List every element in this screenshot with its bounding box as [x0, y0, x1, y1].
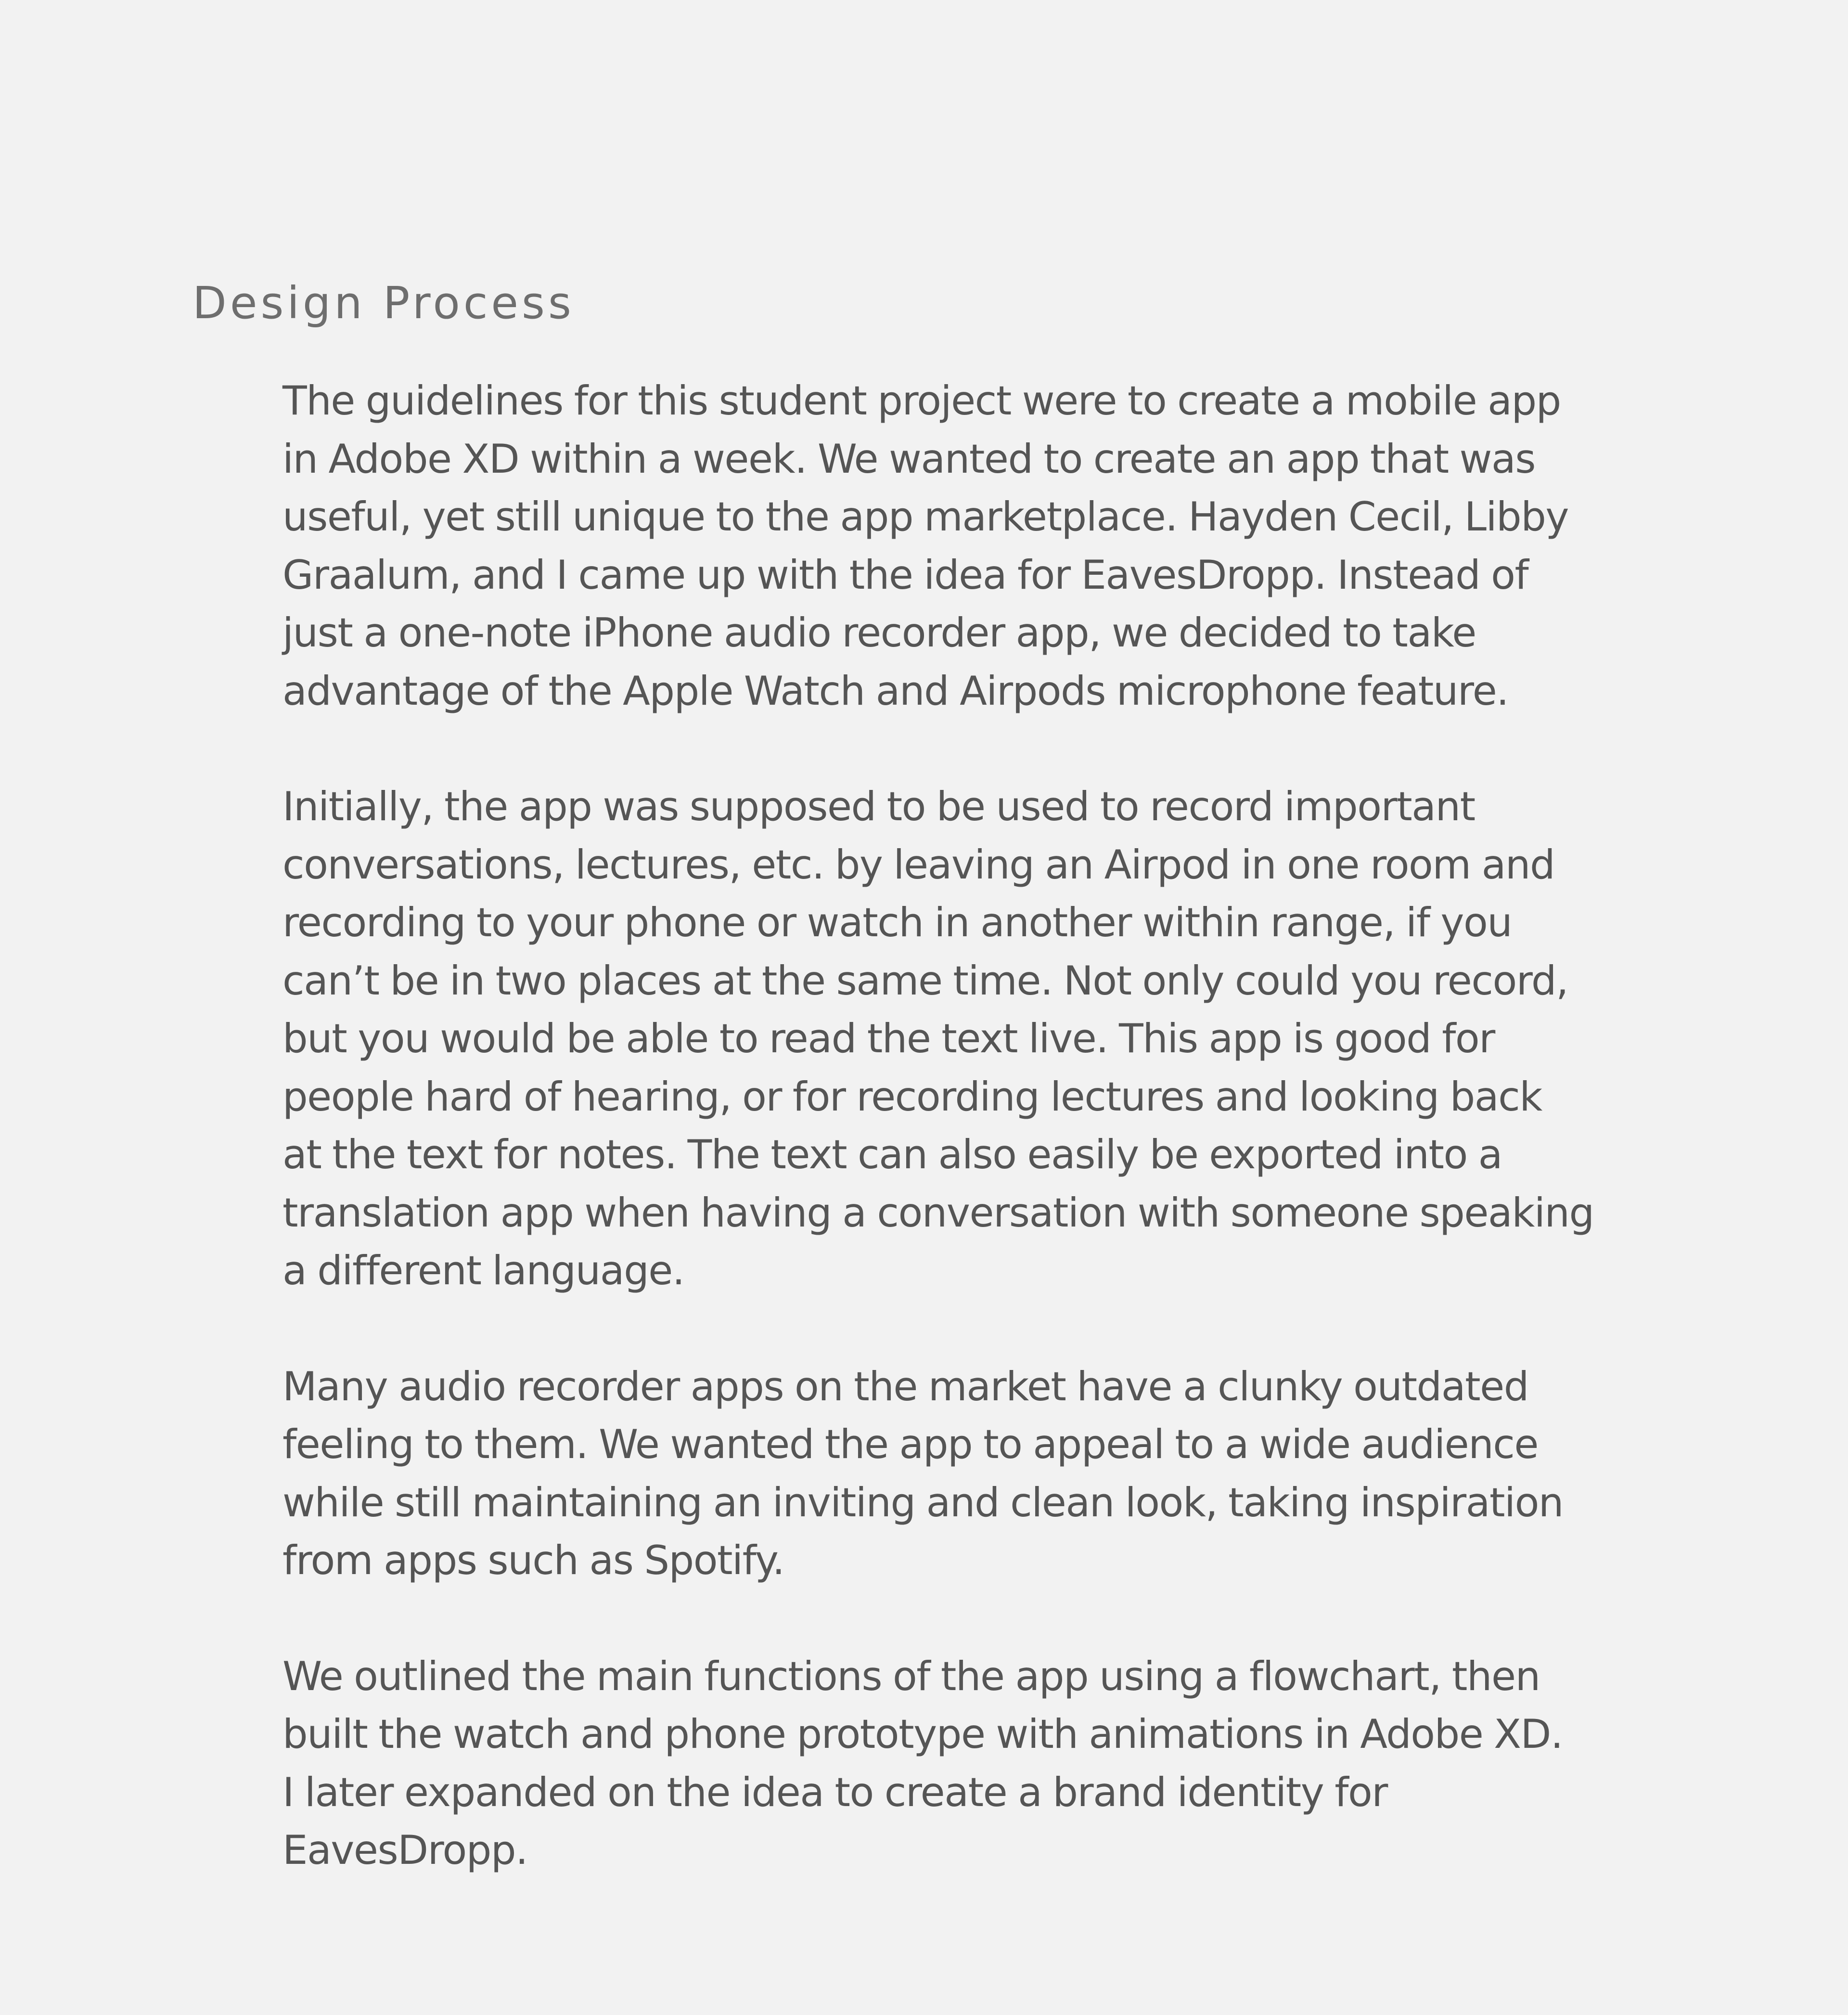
paragraph-guidelines: [282, 372, 1601, 720]
text-line: The guidelines for this student project were to create a mobile app: [282, 377, 1561, 424]
text-line: useful, yet still unique to the app marketplace. Hayden Cecil, Libby: [282, 493, 1569, 540]
text-line: people hard of hearing, or for recording lectures and looking back: [282, 1073, 1542, 1120]
paragraph-market: [282, 1358, 1601, 1590]
text-line: recording to your phone or watch in another within range, if you: [282, 899, 1512, 946]
body-text: [282, 372, 1601, 1880]
text-line: just a one-note iPhone audio recorder app, we decided to take: [282, 609, 1476, 656]
text-line: feeling to them. We wanted the app to appeal to a wide audience: [282, 1421, 1538, 1468]
paragraph-initial-purpose: [282, 778, 1601, 1300]
text-line: conversations, lectures, etc. by leaving an Airpod in one room and: [282, 841, 1555, 888]
text-line: from apps such as Spotify.: [282, 1537, 784, 1584]
text-line: a different language.: [282, 1247, 684, 1294]
text-line: at the text for notes. The text can also easily be exported into a: [282, 1131, 1502, 1178]
text-line: translation app when having a conversation with someone speaking: [282, 1189, 1594, 1236]
text-line: built the watch and phone prototype with animations in Adobe XD.: [282, 1711, 1563, 1757]
text-line: I later expanded on the idea to create a brand identity for: [282, 1769, 1387, 1816]
text-line: Graalum, and I came up with the idea for EavesDropp. Instead of: [282, 551, 1528, 598]
text-line: can’t be in two places at the same time. Not only could you record,: [282, 957, 1568, 1004]
section-heading: Design Process: [192, 277, 575, 329]
text-line: Initially, the app was supposed to be used to record important: [282, 783, 1475, 830]
text-line: in Adobe XD within a week. We wanted to create an app that was: [282, 435, 1535, 482]
paragraph-spacer: [282, 1590, 1601, 1648]
text-line: Many audio recorder apps on the market have a clunky outdated: [282, 1363, 1528, 1410]
text-line: We outlined the main functions of the app using a flowchart, then: [282, 1653, 1540, 1700]
text-line: while still maintaining an inviting and clean look, taking inspiration: [282, 1479, 1563, 1526]
text-line: EavesDropp.: [282, 1827, 527, 1873]
text-line: but you would be able to read the text live. This app is good for: [282, 1015, 1495, 1062]
paragraph-process: [282, 1648, 1601, 1880]
paragraph-spacer: [282, 1300, 1601, 1358]
paragraph-spacer: [282, 720, 1601, 778]
text-line: advantage of the Apple Watch and Airpods microphone feature.: [282, 667, 1509, 714]
